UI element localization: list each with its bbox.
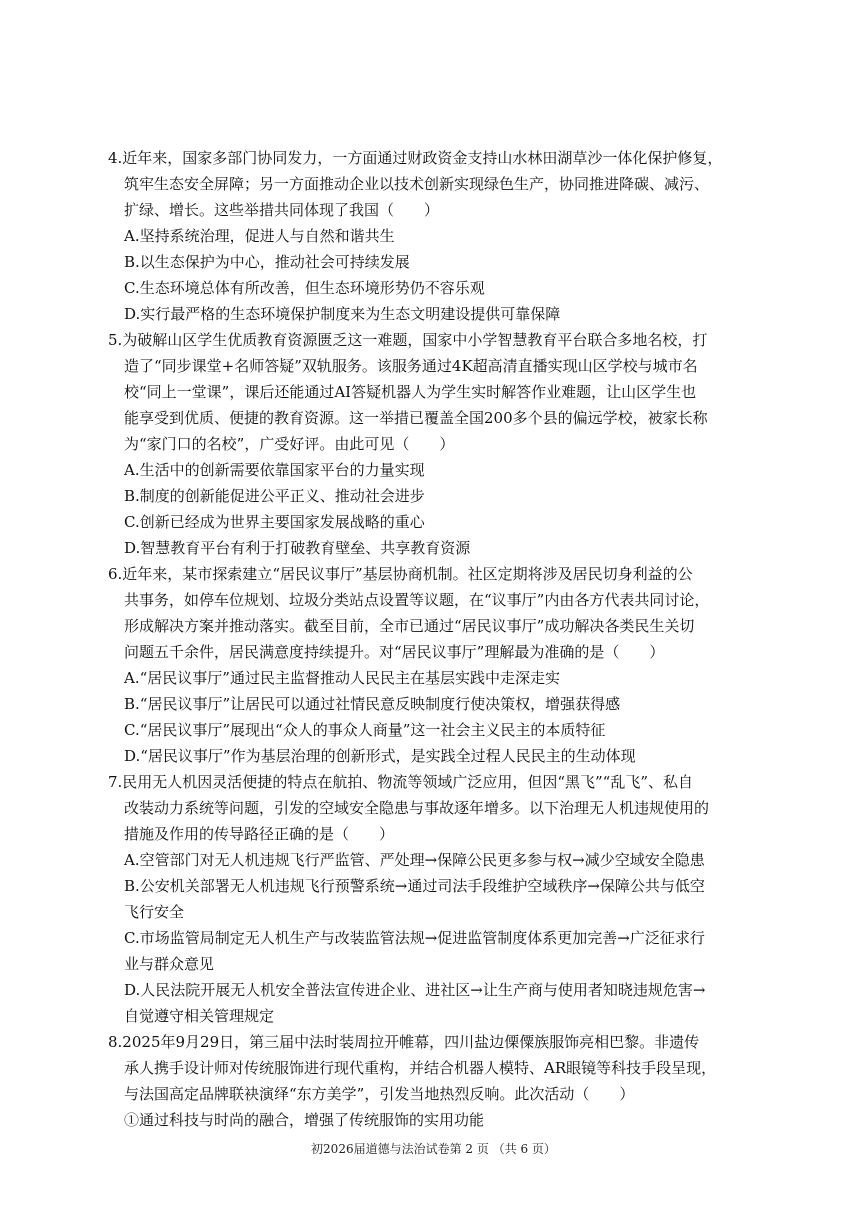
- question-5-stem-line-4: 能享受到优质、便捷的教育资源。这一举措已覆盖全国200多个县的偏远学校，被家长称: [124, 409, 708, 427]
- question-4-option-b: B.以生态保护为中心，推动社会可持续发展: [124, 253, 410, 271]
- question-5-option-d: D.智慧教育平台有利于打破教育壁垒、共享教育资源: [124, 539, 471, 557]
- question-7-option-c: C.市场监管局制定无人机生产与改装监管法规→促进监管制度体系更加完善→广泛征求行: [124, 929, 705, 947]
- question-6-stem-line-3: 形成解决方案并推动落实。截至目前，全市已通过“居民议事厅”成功解决各类民生关切: [124, 617, 695, 635]
- question-7-option-c-cont: 业与群众意见: [124, 955, 215, 973]
- question-7-stem-line-2: 改装动力系统等问题，引发的空域安全隐患与事故逐年增多。以下治理无人机违规使用的: [124, 799, 710, 817]
- question-7-option-b-cont: 飞行安全: [124, 903, 185, 921]
- question-6-stem-line-2: 共事务，如停车位规划、垃圾分类站点设置等议题，在“议事厅”内由各方代表共同讨论，: [124, 591, 710, 609]
- question-6-option-c: C.“居民议事厅”展现出“众人的事众人商量”这一社会主义民主的本质特征: [124, 721, 606, 739]
- question-6-stem-line-1: 6.近年来，某市探索建立“居民议事厅”基层协商机制。社区定期将涉及居民切身利益的公: [108, 565, 693, 583]
- question-6-stem-line-4: 问题五千余件，居民满意度持续提升。对“居民议事厅”理解最为准确的是（ ）: [124, 643, 665, 661]
- question-4-stem-line-1: 4.近年来，国家多部门协同发力，一方面通过财政资金支持山水林田湖草沙一体化保护修复，: [108, 149, 723, 167]
- question-8-stem-line-3: 与法国高定品牌联袂演绎“东方美学”，引发当地热烈反响。此次活动（ ）: [124, 1085, 635, 1103]
- question-6-option-d: D.“居民议事厅”作为基层治理的创新形式，是实践全过程人民民主的生动体现: [124, 747, 636, 765]
- question-4-option-c: C.生态环境总体有所改善，但生态环境形势仍不容乐观: [124, 279, 485, 297]
- question-4-stem-line-2: 筑牢生态安全屏障；另一方面推动企业以技术创新实现绿色生产，协同推进降碳、减污、: [124, 175, 710, 193]
- question-5-stem-line-2: 造了“同步课堂+名师答疑”双轨服务。该服务通过4K超高清直播实现山区学校与城市名: [124, 357, 698, 375]
- question-8-statement-1: ①通过科技与时尚的融合，增强了传统服饰的实用功能: [124, 1111, 485, 1129]
- question-7-stem-line-3: 措施及作用的传导路径正确的是（ ）: [124, 825, 395, 843]
- question-7-option-a: A.空管部门对无人机违规飞行严监管、严处理→保障公民更多参与权→减少空域安全隐患: [124, 851, 705, 869]
- question-7-stem-line-1: 7.民用无人机因灵活便捷的特点在航拍、物流等领域广泛应用，但因“黑飞”“乱飞”、私自: [108, 773, 693, 791]
- question-5-option-c: C.创新已经成为世界主要国家发展战略的重心: [124, 513, 425, 531]
- question-5-stem-line-5: 为“家门口的名校”，广受好评。由此可见（ ）: [124, 435, 455, 453]
- question-7-option-b: B.公安机关部署无人机违规飞行预警系统→通过司法手段维护空域秩序→保障公共与低空: [124, 877, 705, 895]
- question-7-option-d-cont: 自觉遵守相关管理规定: [124, 1007, 275, 1025]
- question-5-stem-line-3: 校“同上一堂课”，课后还能通过AI答疑机器人为学生实时解答作业难题，让山区学生也: [124, 383, 697, 401]
- question-5-option-b: B.制度的创新能促进公平正义、推动社会进步: [124, 487, 425, 505]
- question-6-option-b: B.“居民议事厅”让居民可以通过社情民意反映制度行使决策权，增强获得感: [124, 695, 621, 713]
- question-7-option-d: D.人民法院开展无人机安全普法宣传进企业、进社区→让生产商与使用者知晓违规危害→: [124, 981, 706, 999]
- question-4-option-d: D.实行最严格的生态环境保护制度来为生态文明建设提供可靠保障: [124, 305, 561, 323]
- question-8-stem-line-1: 8.2025年9月29日，第三届中法时装周拉开帷幕，四川盐边傈僳族服饰亮相巴黎。非遗传: [108, 1033, 700, 1051]
- question-4-stem-line-3: 扩绿、增长。这些举措共同体现了我国（ ）: [124, 201, 440, 219]
- question-5-option-a: A.生活中的创新需要依靠国家平台的力量实现: [124, 461, 425, 479]
- page-footer: 初2026届道德与法治试卷第 2 页 （共 6 页）: [311, 1142, 556, 1156]
- question-6-option-a: A.“居民议事厅”通过民主监督推动人民民主在基层实践中走深走实: [124, 669, 560, 687]
- question-8-stem-line-2: 承人携手设计师对传统服饰进行现代重构，并结合机器人模特、AR眼镜等科技手段呈现，: [124, 1059, 717, 1077]
- question-5-stem-line-1: 5.为破解山区学生优质教育资源匮乏这一难题，国家中小学智慧教育平台联合多地名校，打: [108, 331, 708, 349]
- question-4-option-a: A.坚持系统治理，促进人与自然和谐共生: [124, 227, 395, 245]
